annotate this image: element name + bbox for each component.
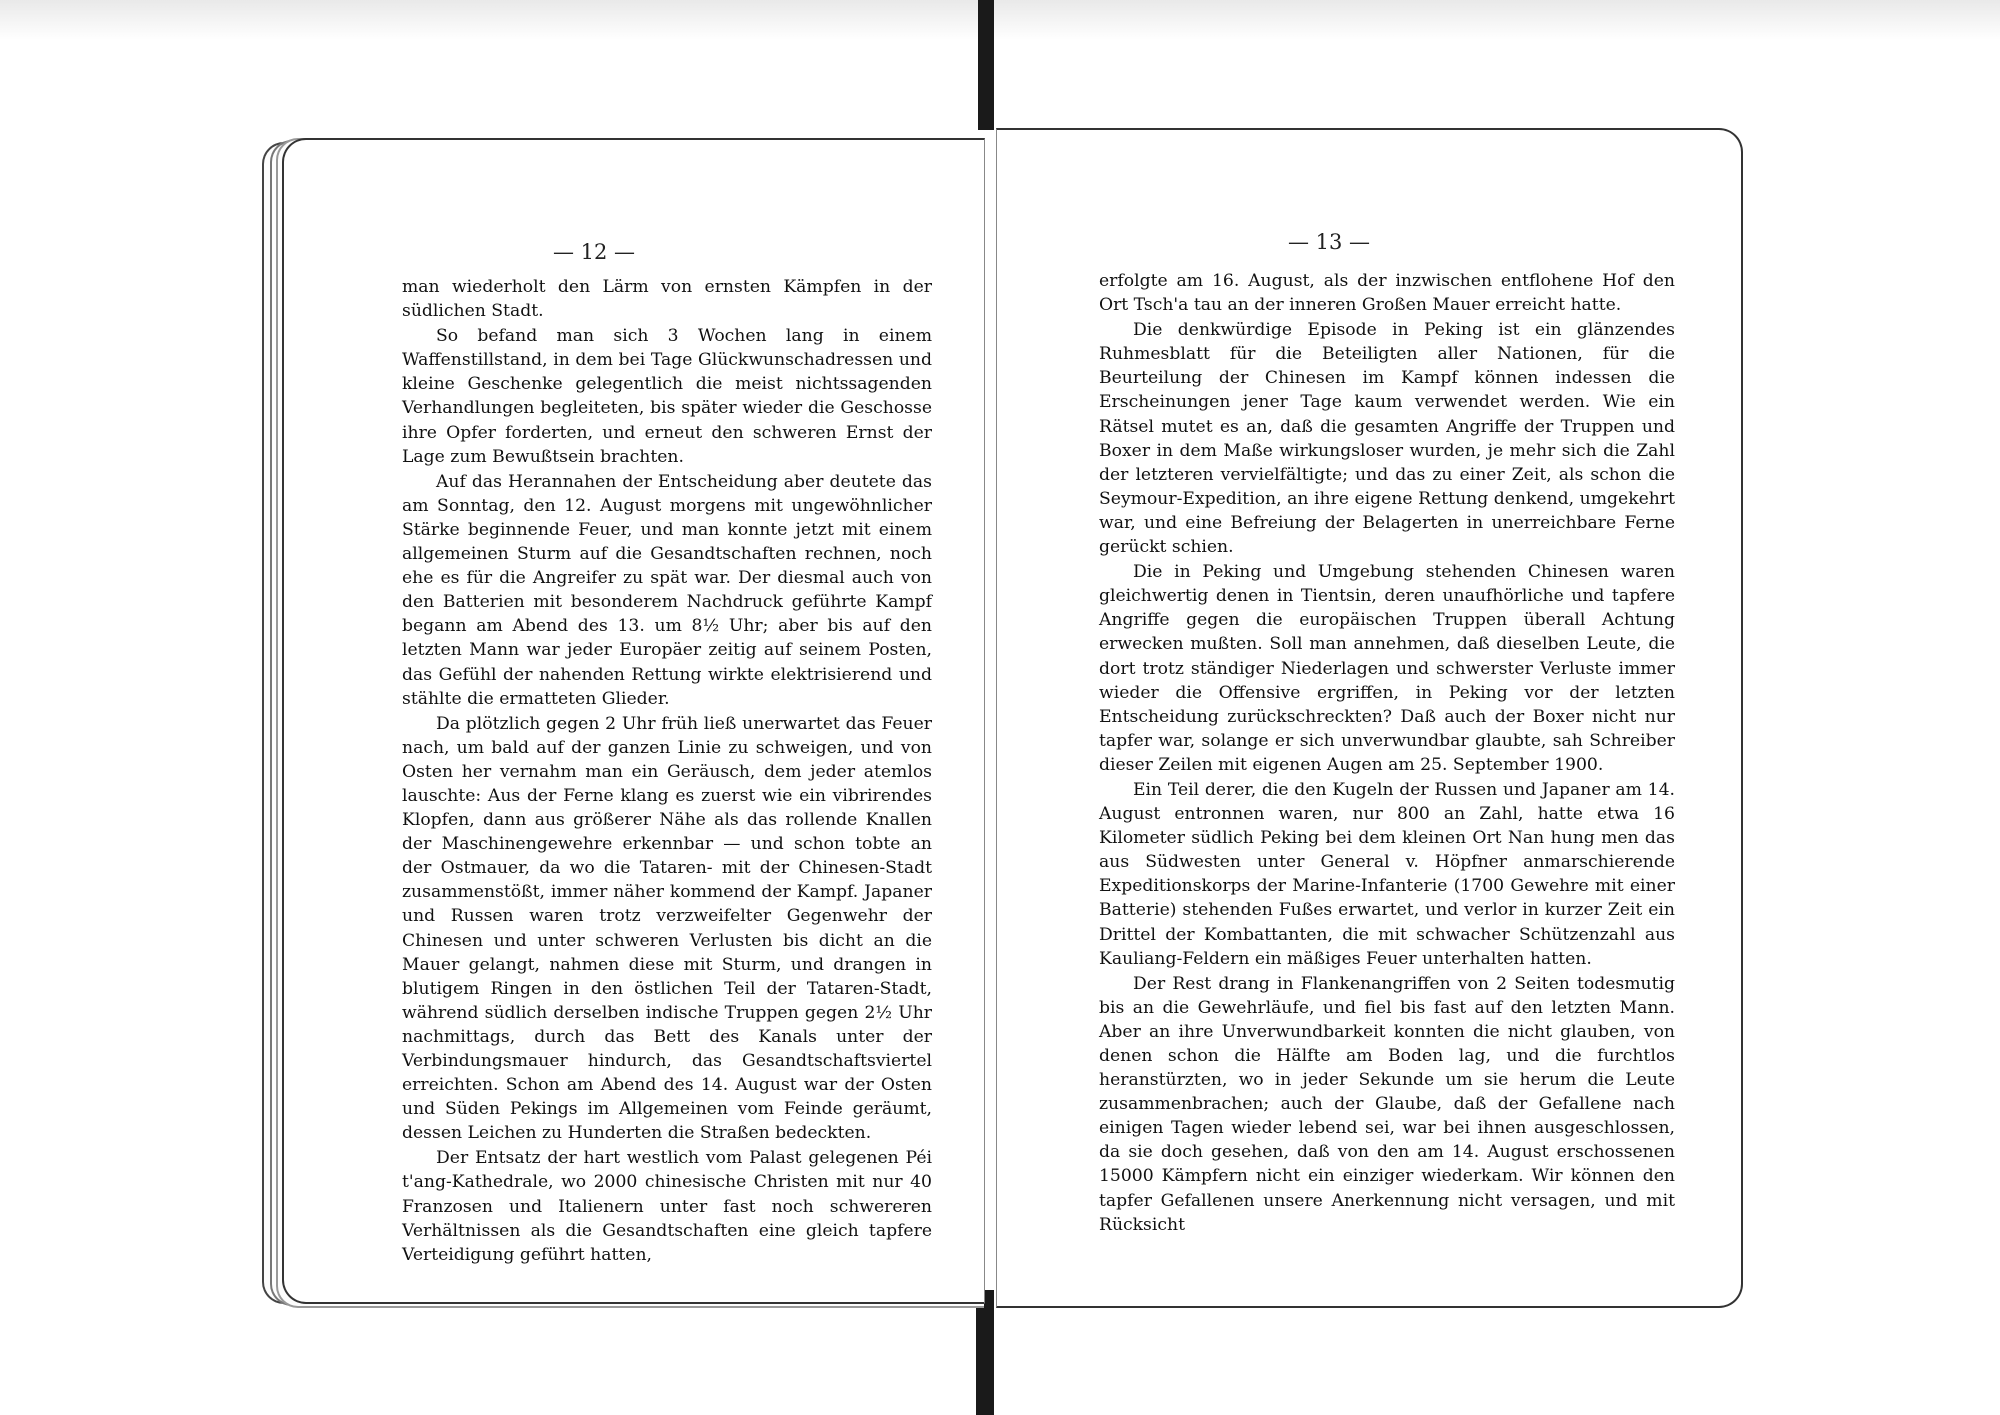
- page-number: — 13 —: [1287, 230, 1371, 254]
- paragraph: man wiederholt den Lärm von ernsten Kämpfen in der südlichen Stadt.: [402, 277, 932, 322]
- paragraph: Auf das Herannahen der Entscheidung aber deutete das am Sonntag, den 12. August morgens mit ungewöhnlicher Stärke beginnende Feuer, und man konnte jetzt mit einem allgemeinen Sturm auf die Gesandtschaften rechnen, noch ehe es für die Angreifer zu spät war. Der diesmal auch von den Batterien mit besonderem Nachdruck geführte Kampf begann am Abend des 13. um 8½ Uhr; aber bis auf den letzten Mann war jeder Europäer zeitig auf seinem Posten, das Gefühl der nahenden Rettung wirkte elektrisierend und stählte die ermatteten Glieder.: [402, 471, 932, 709]
- page-body: [1099, 269, 1675, 1237]
- paragraph: Der Rest drang in Flankenangriffen von 2 Seiten todesmutig bis an die Gewehrläufe, und fiel bis fast auf den letzten Mann. Aber an ihre Unverwundbarkeit konnten die nicht glauben, von denen schon die Hälfte am Boden lag, und die furchtlos heranstürzten, wo in jeder Sekunde um sie herum die Leute zusammenbrachen; auch der Glaube, daß der Gefallene nach einigen Tagen wieder lebend sei, war bei ihnen ausgeschlossen, da sie doch gesehen, daß von den am 14. August erschossenen 15000 Kämpfern nicht ein einziger wiederkam. Wir können den tapfer Gefallenen unsere Anerkennung nicht versagen, und mit Rücksicht: [1099, 973, 1675, 1235]
- page-number: — 12 —: [552, 240, 636, 264]
- page-body: [402, 275, 932, 1267]
- scan-margin: [0, 0, 2000, 40]
- paragraph: So befand man sich 3 Wochen lang in einem Waffenstillstand, in dem bei Tage Glückwunschadressen und kleine Geschenke gelegentlich die meist nichtssagenden Verhandlungen begleiteten, bis später wieder die Geschosse ihre Opfer forderten, und erneut den schweren Ernst der Lage zum Bewußtsein brachten.: [402, 326, 932, 467]
- paragraph: Die denkwürdige Episode in Peking ist ein glänzendes Ruhmesblatt für die Beteiligten aller Nationen, für die Beurteilung der Chinesen im Kampf können indessen die Erscheinungen jener Tage kaum verwendet werden. Wie ein Rätsel mutet es an, daß die gesamten Angriffe der Truppen und Boxer in dem Maße wirkungsloser wurden, je mehr sich die Zahl der letzteren vervielfältigte; und das zu einer Zeit, als schon die Seymour-Expedition, an ihre eigene Rettung denkend, umgekehrt war, und eine Befreiung der Belagerten in unerreichbare Ferne gerückt schien.: [1099, 320, 1675, 558]
- right-page: [996, 128, 1743, 1308]
- paragraph: Da plötzlich gegen 2 Uhr früh ließ unerwartet das Feuer nach, um bald auf der ganzen Linie zu schweigen, und von Osten her vernahm man ein Geräusch, dem jeder atemlos lauschte: Aus der Ferne klang es zuerst wie ein vibrirendes Klopfen, dann aus größerer Nähe als das rollende Knallen der Maschinengewehre erkennbar — und schon tobte an der Ostmauer, da wo die Tataren- mit der Chinesen-Stadt zusammenstößt, immer näher kommend der Kampf. Japaner und Russen waren trotz verzweifelter Gegenwehr der Chinesen und unter schweren Verlusten bis dicht an die Mauer gelangt, nahmen diese mit Sturm, und drangen in blutigem Ringen in den östlichen Teil der Tataren-Stadt, während südlich derselben indische Truppen gegen 2½ Uhr nachmittags, durch das Bett des Kanals unter der Verbindungsmauer hindurch, das Gesandtschaftsviertel erreichten. Schon am Abend des 14. August war der Osten und Süden Pekings im Allgemeinen vom Feinde geräumt, dessen Leichen zu Hunderten die Straßen bedeckten.: [402, 713, 932, 1144]
- paragraph: Ein Teil derer, die den Kugeln der Russen und Japaner am 14. August entronnen waren, nur 800 an Zahl, hatte etwa 16 Kilometer südlich Peking bei dem kleinen Ort Nan hung men das aus Südwesten unter General v. Höpfner anmarschierende Expeditionskorps der Marine-Infanterie (1700 Gewehre mit einer Batterie) stehenden Fußes erwartet, und verlor in kurzer Zeit ein Drittel der Kombattanten, die mit schwacher Schützenzahl aus Kauliang-Feldern ein mäßiges Feuer unterhalten hatten.: [1099, 779, 1675, 969]
- paragraph: Der Entsatz der hart westlich vom Palast gelegenen Péi t'ang-Kathedrale, wo 2000 chinesische Christen mit nur 40 Franzosen und Italienern unter fast noch schwereren Verhältnissen als die Gesandtschaften eine gleich tapfere Verteidigung geführt hatten,: [402, 1148, 932, 1265]
- book-spine-top: [978, 0, 994, 130]
- paragraph: Die in Peking und Umgebung stehenden Chinesen waren gleichwertig denen in Tientsin, deren unaufhörliche und tapfere Angriffe gegen die europäischen Truppen überall Achtung erwecken mußten. Soll man annehmen, daß dieselben Leute, die dort trotz ständiger Niederlagen und schwerster Verluste immer wieder die Offensive ergriffen, in Peking vor der letzten Entscheidung zurückschreckten? Daß auch der Boxer nicht nur tapfer war, solange er sich unverwundbar glaubte, sah Schreiber dieser Zeilen mit eigenen Augen am 25. September 1900.: [1099, 562, 1675, 775]
- left-page: [282, 138, 985, 1304]
- paragraph: erfolgte am 16. August, als der inzwischen entflohene Hof den Ort Tsch'a tau an der inneren Großen Mauer erreicht hatte.: [1099, 271, 1675, 316]
- book-spine-bottom: [976, 1290, 994, 1415]
